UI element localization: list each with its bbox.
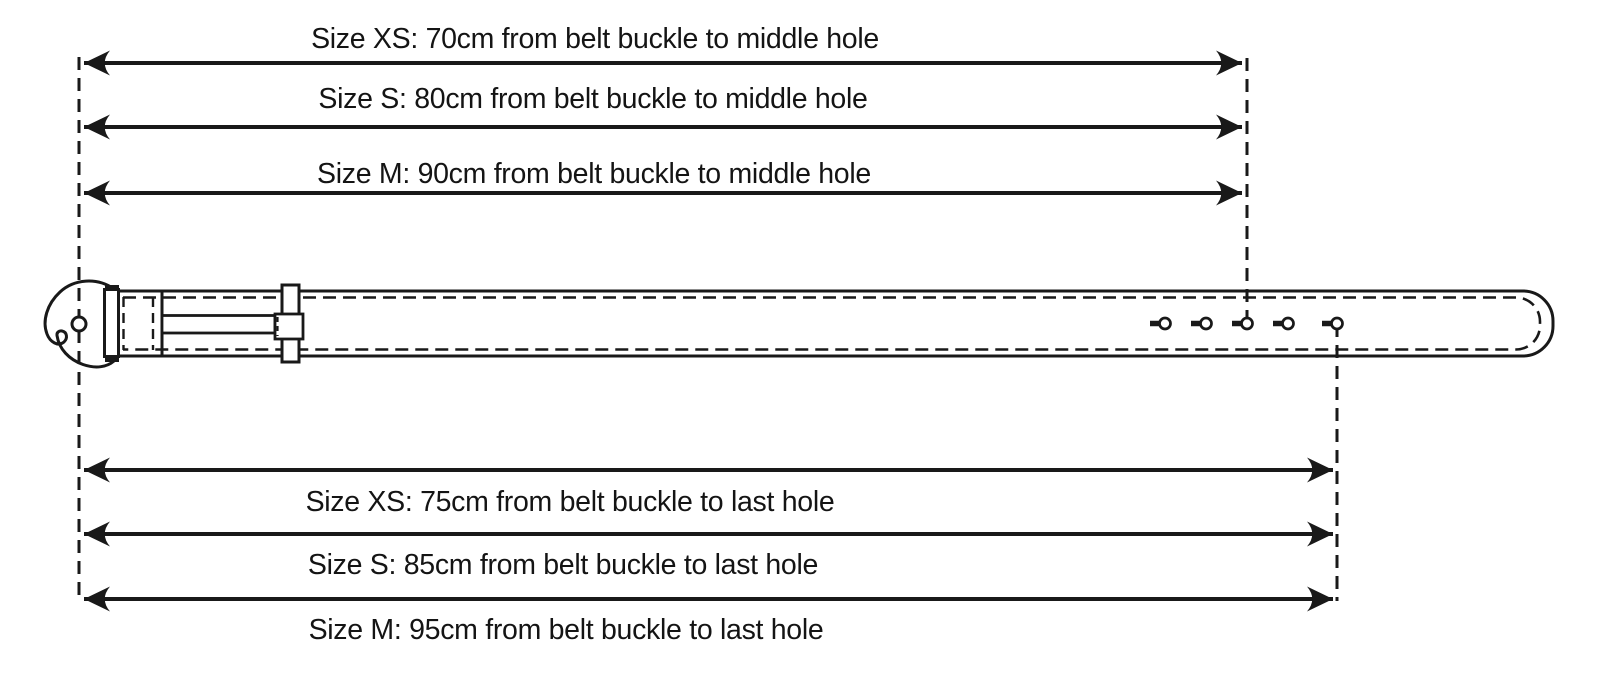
dimension-label-s-middle: Size S: 80cm from belt buckle to middle hole bbox=[318, 83, 868, 115]
bottom-measurements bbox=[84, 470, 1333, 646]
dimension-label-m-last: Size M: 95cm from belt buckle to last hole bbox=[308, 614, 824, 646]
top-measurements bbox=[84, 23, 1242, 193]
prong-tip-block bbox=[275, 314, 303, 339]
strap-fold-edge bbox=[105, 290, 119, 357]
buckle-pin-hole bbox=[72, 317, 86, 331]
strap-fold-tab-top bbox=[105, 285, 119, 291]
dimension-label-m-middle: Size M: 90cm from belt buckle to middle hole bbox=[317, 158, 871, 190]
dimension-label-s-last: Size S: 85cm from belt buckle to last hole bbox=[307, 549, 819, 581]
dimension-label-xs-last: Size XS: 75cm from belt buckle to last hole bbox=[305, 486, 835, 518]
dimension-label-xs-middle: Size XS: 70cm from belt buckle to middle hole bbox=[311, 23, 879, 55]
strap-fold-tab-bottom bbox=[105, 356, 119, 362]
buckle-prong bbox=[162, 316, 275, 334]
